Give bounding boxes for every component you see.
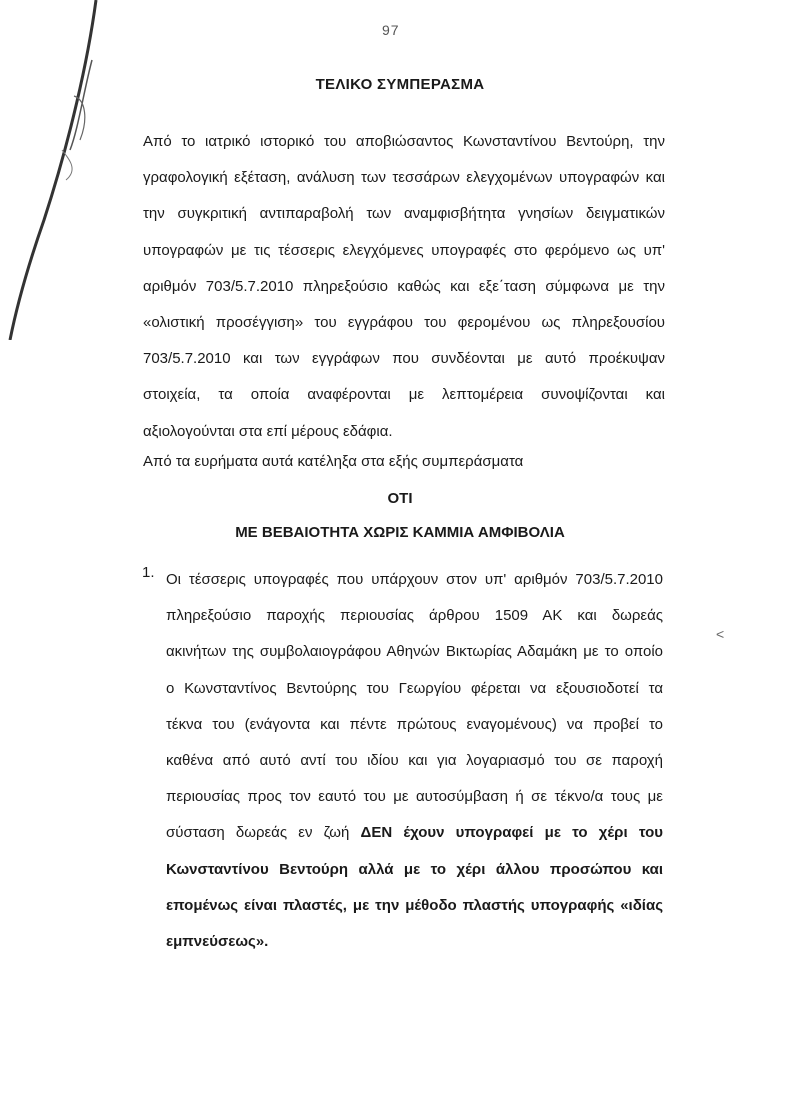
- paragraph-line: στοιχεία, τα οποία αναφέρονται με λεπτομέρεια συνοψίζονται και: [143, 386, 665, 404]
- conclusion-item: [166, 562, 663, 960]
- paragraph-line: «ολιστική προσέγγιση» του εγγράφου του φερομένου ως πληρεξουσίου: [143, 313, 665, 331]
- item-line: ο Κωνσταντίνος Βεντούρης του Γεωργίου φέρεται να εξουσιοδοτεί τα: [166, 679, 663, 697]
- scan-speck: ˂: [716, 626, 725, 642]
- item-line: περιουσίας προς τον εαυτό του με αυτοσύμβαση ή σε τέκνο/α τους με: [166, 788, 663, 806]
- item-line-plain: σύσταση δωρεάς εν ζωή: [166, 824, 350, 842]
- conclusion-paragraph: [143, 124, 665, 450]
- oti-heading: ΟΤΙ: [387, 490, 413, 507]
- paragraph-line: Από το ιατρικό ιστορικό του αποβιώσαντος Κωνσταντίνου Βεντούρη, την: [143, 133, 665, 150]
- item-line: ακινήτων της συμβολαιογράφου Αθηνών Βικτωρίας Αδαμάκη με το οποίο: [166, 643, 663, 661]
- item-line: τέκνα του (ενάγοντα και πέντε πρώτους εναγομένους) να προβεί το: [166, 715, 663, 733]
- item-line: Οι τέσσερις υπογραφές που υπάρχουν στον υπ' αριθμόν 703/5.7.2010: [166, 571, 663, 588]
- document-title: ΤΕΛΙΚΟ ΣΥΜΠΕΡΑΣΜΑ: [315, 76, 485, 93]
- page-number: 97: [382, 22, 400, 38]
- paragraph-line: αριθμόν 703/5.7.2010 πληρεξούσιο καθώς και εξε΄ταση σύμφωνα με την: [143, 277, 665, 295]
- paragraph-line: την συγκριτική αντιπαραβολή των αναμφισβήτητα γνησίων δειγματικών: [143, 205, 665, 223]
- item-line-bold: ΔΕΝ έχουν υπογραφεί με το χέρι του: [360, 824, 663, 842]
- paragraph-line: γραφολογική εξέταση, ανάλυση των τεσσάρων ελεγχομένων υπογραφών και: [143, 169, 665, 187]
- item-line-mixed: [166, 815, 663, 851]
- paragraph-line: αξιολογούνται στα επί μέρους εδάφια.: [143, 422, 393, 440]
- item-number: 1.: [142, 564, 155, 581]
- item-bold-line: επομένως είναι πλαστές, με την μέθοδο πλαστής υπογραφής «ιδίας: [166, 896, 663, 914]
- item-line: πληρεξούσιο παροχής περιουσίας άρθρου 1509 ΑΚ και δωρεάς: [166, 607, 663, 625]
- paragraph-line: 703/5.7.2010 και των εγγράφων που συνδέονται με αυτό προέκυψαν: [143, 350, 665, 368]
- findings-intro: Από τα ευρήματα αυτά κατέληξα στα εξής συμπεράσματα: [143, 453, 524, 470]
- item-bold-line: εμπνεύσεως».: [166, 932, 269, 950]
- item-line: καθένα από αυτό αντί του ιδίου και για λογαριασμό του σε παροχή: [166, 751, 663, 769]
- item-bold-line: Κωνσταντίνου Βεντούρη αλλά με το χέρι άλλου προσώπου και: [166, 860, 663, 878]
- scan-artifact-edge: [0, 0, 120, 340]
- paragraph-line: υπογραφών με τις τέσσερις ελεγχόμενες υπογραφές στο φερόμενο ως υπ': [143, 241, 665, 259]
- certainty-heading: ΜΕ ΒΕΒΑΙΟΤΗΤΑ ΧΩΡΙΣ ΚΑΜΜΙΑ ΑΜΦΙΒΟΛΙΑ: [235, 524, 565, 541]
